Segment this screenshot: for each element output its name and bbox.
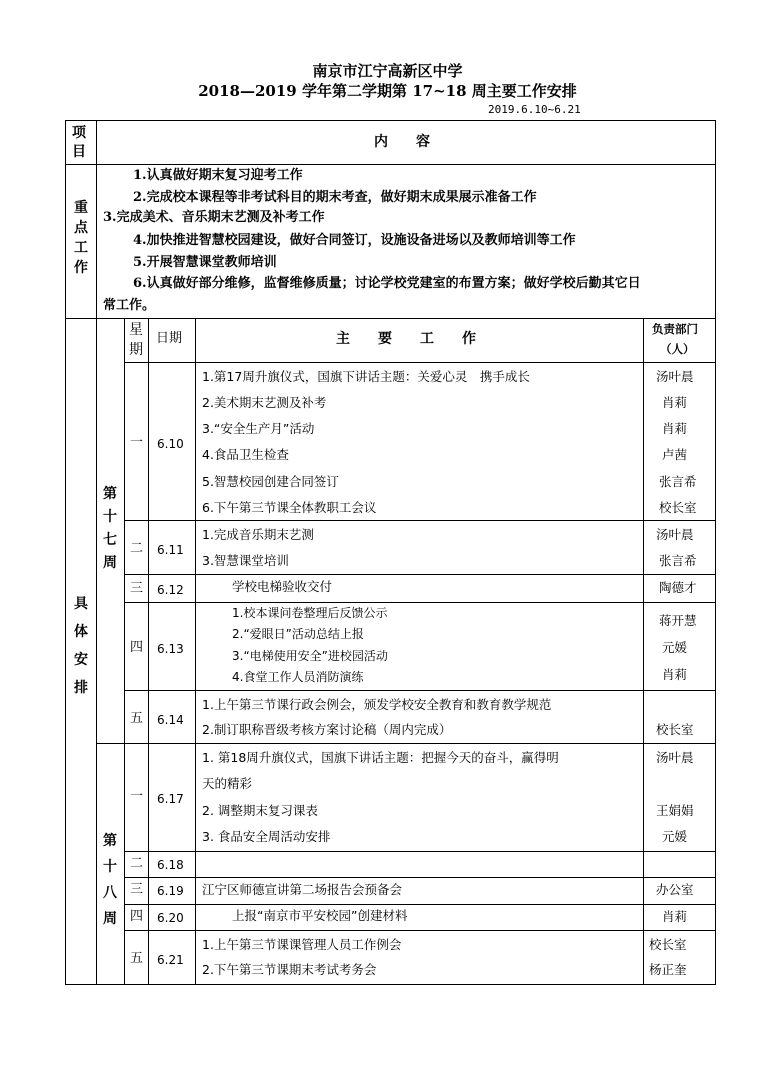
list-item: 4.加快推进智慧校园建设，做好合同签订，设施设备进场以及教师培训等工作 [133,233,576,248]
date-cell: 6.11 [157,543,184,557]
weekday-cell: 一 [130,789,144,804]
weekday-cell: 五 [130,951,144,966]
person-cell: 杨正奎 [649,962,687,977]
weekday-cell: 一 [130,435,144,450]
work-item: 1.上午第三节课行政会例会，颁发学校安全教育和教育教学规范 [202,697,552,712]
work-item: 2. 调整期末复习课表 [202,803,318,818]
work-item: 3. 食品安全周活动安排 [202,829,331,844]
person-cell: 王娟娟 [656,803,694,818]
date-cell: 6.21 [157,953,184,967]
focus-label: 重点工作 [74,200,88,276]
list-item: 5.开展智慧课堂教师培训 [133,255,277,270]
person-cell: 汤叶晨 [656,369,694,384]
schedule-label: 具体安排 [74,596,88,696]
date-cell: 6.10 [157,437,184,451]
work-item: 5.智慧校园创建合同签订 [202,474,339,489]
person-cell: 校长室 [659,500,697,515]
date-range: 2019.6.10~6.21 [488,103,581,116]
person-cell: 肖莉 [662,395,688,410]
weekday-cell: 四 [130,640,144,655]
term-title: 2018—2019 学年第二学期第 17~18 周主要工作安排 [198,82,577,100]
school-title: 南京市江宁高新区中学 [312,62,463,80]
work-item: 4.食品卫生检查 [202,447,289,462]
work-item: 4.食堂工作人员消防演练 [232,670,364,684]
weekday-cell: 三 [130,581,144,596]
work-item: 上报“南京市平安校园”创建材料 [232,908,408,923]
person-cell: 卢茜 [662,447,688,462]
work-item: 1.完成音乐期末艺测 [202,527,314,542]
weekday-header: 星期 [129,322,143,358]
date-cell: 6.12 [157,583,184,597]
date-cell: 6.14 [157,713,184,727]
work-item: 3.“安全生产月”活动 [202,421,315,436]
person-cell: 陶德才 [659,580,697,595]
main-work-header: 主 要 工 作 [336,331,476,347]
person-cell: 元媛 [662,829,688,844]
dept-header-2: （人） [660,342,695,356]
list-item: 3.完成美术、音乐期末艺测及补考工作 [103,210,325,225]
person-cell: 肖莉 [662,667,688,682]
col-item-header: 项目 [72,125,86,160]
person-cell: 肖莉 [662,909,688,924]
person-cell: 校长室 [656,722,694,737]
week17-label: 第十七周 [103,486,117,571]
work-item: 江宁区师德宣讲第二场报告会预备会 [202,882,403,897]
date-cell: 6.17 [157,792,184,806]
col-content-header: 内 容 [374,134,430,150]
weekday-cell: 三 [130,882,144,897]
date-header: 日期 [156,331,183,346]
person-cell: 汤叶晨 [656,527,694,542]
date-cell: 6.20 [157,911,184,925]
date-cell: 6.19 [157,884,184,898]
person-cell: 张言希 [659,474,697,489]
weekday-cell: 四 [130,909,144,924]
work-item: 1. 第18周升旗仪式，国旗下讲话主题：把握今天的奋斗，赢得明 [202,750,559,765]
list-item: 1.认真做好期末复习迎考工作 [133,168,303,183]
work-item: 3.智慧课堂培训 [202,553,289,568]
work-item: 1.第17周升旗仪式，国旗下讲话主题：关爱心灵 携手成长 [202,369,530,384]
work-item: 2.美术期末艺测及补考 [202,395,327,410]
list-item: 6.认真做好部分维修，监督维修质量；讨论学校党建室的布置方案；做好学校后勤其它日 [133,276,641,291]
work-item: 2.制订职称晋级考核方案讨论稿（周内完成） [202,722,452,737]
weekday-cell: 五 [130,711,144,726]
dept-header: 负责部门 [652,322,698,336]
person-cell: 蒋开慧 [659,613,697,628]
person-cell: 校长室 [649,937,687,952]
work-item: 天的精彩 [202,776,253,791]
work-item: 学校电梯验收交付 [232,579,333,594]
work-item: 1.校本课问卷整理后反馈公示 [232,606,388,620]
date-cell: 6.13 [157,642,184,656]
person-cell: 办公室 [656,882,694,897]
person-cell: 汤叶晨 [656,750,694,765]
work-item: 6.下午第三节课全体教职工会议 [202,500,377,515]
list-item: 2.完成校本课程等非考试科目的期末考查，做好期末成果展示准备工作 [133,190,537,205]
week18-label: 第十八周 [103,833,117,927]
date-cell: 6.18 [157,858,184,872]
list-item: 常工作。 [103,298,156,313]
weekday-cell: 二 [130,856,144,871]
person-cell: 元媛 [662,640,688,655]
work-item: 3.“电梯使用安全”进校园活动 [232,649,388,663]
person-cell: 张言希 [659,553,697,568]
weekday-cell: 二 [130,541,144,556]
work-item: 2.“爱眼日”活动总结上报 [232,627,364,641]
work-item: 1.上午第三节课课管理人员工作例会 [202,937,402,952]
person-cell: 肖莉 [662,421,688,436]
work-item: 2.下午第三节课期末考试考务会 [202,962,377,977]
